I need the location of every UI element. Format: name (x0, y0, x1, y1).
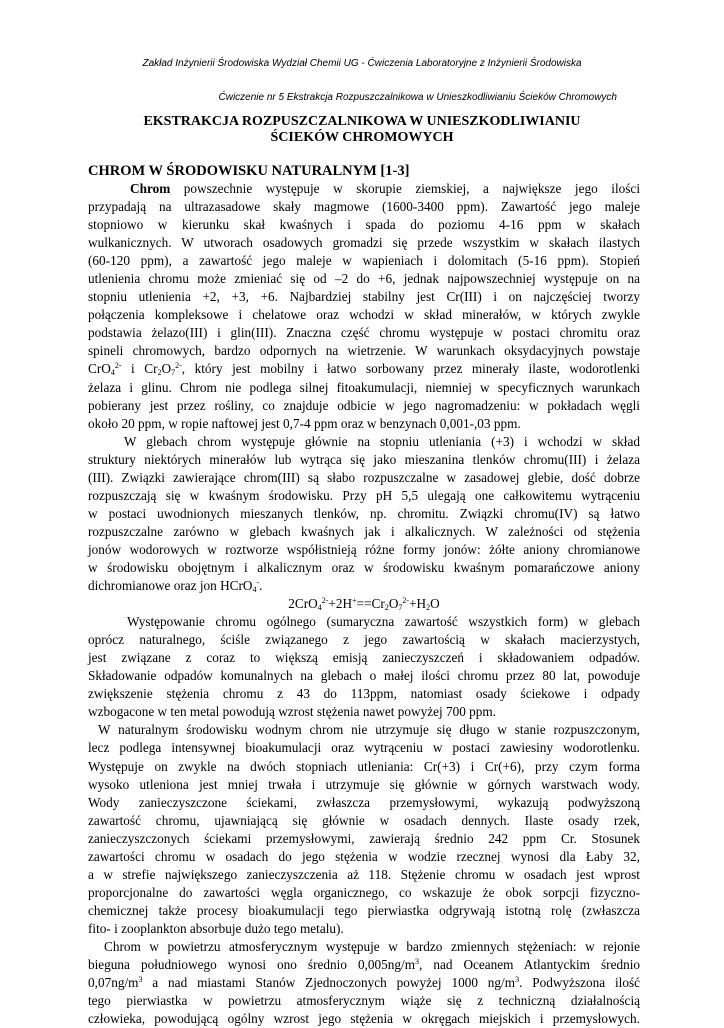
paragraph-chrom-total-soils: Występowanie chromu ogólnego (sumaryczna zawartość wszystkich form) w glebach oprócz naturalnego, ściśle związanego z jego zawartością w skałach macierzystych, jest związane z coraz to większą emisją zanieczyszczeń i składowaniem odpadów. Składowanie odpadów komunalnych na glebach o małej ilości chromu przez 80 lat, powoduje zwiększenie stężenia chromu z 43 do 113ppm, natomiast osady ściekowe i odpady wzbogacone w ten metal powodują wzrost stężenia nawet powyżej 700 ppm. (88, 614, 640, 720)
paragraph-chrom-in-water: W naturalnym środowisku wodnym chrom nie utrzymuje się długo w stanie rozpuszczonym, lecz podlega intensywnej bioakumulacji oraz wytrąceniu w postaci zawiesiny wodorotlenku. Występuje on zwykle na dwóch stopniach utleniania: Cr(+3) i Cr(+6), przy czym forma wysoko utleniona jest mniej trwała i utrzymuje się głównie w górnych warstwach wody. Wody zanieczyszczone ściekami, zwłaszcza przemysłowymi, wykazują podwyższoną zawartość chromu, ujawniającą się głównie w osadach dennych. Ilaste osady rzek, zanieczyszczonych ściekami przemysłowymi, zawierają średnio 242 ppm Cr. Stosunek zawartości chromu w osadach do jego stężenia w wodzie rzecznej wynosi dla Łaby 32, a w strefie największego zanieczyszczenia aż 118. Stężenie chromu w osadach jest wprost proporcjonalne do zawartości węgla organicznego, co wskazuje że obok sorpcji fizyczno- chemicznej także procesy bioakumulacji tego pierwiastka odgrywają istotną rolę (zwłaszcza fito- i zooplankton absorbuje dużo tego metalu). (88, 722, 640, 936)
paragraph-chrom-in-air: Chrom w powietrzu atmosferycznym występuje w bardzo zmiennych stężeniach: w rejonie bieguna południowego wynosi ono średnio $0,005ng/m^3$, nad Oceanem Atlantyckim średnio $0,07ng/m^3$ a nad miastami Stanów Zjednoczonych powyżej 1000 $ng/m^3$. Podwyższona ilość tego pierwiastka w powietrzu atmosferycznym wiąże się z techniczną działalnością człowieka, powodującą ogólny wzrost jego stężenia w okręgach miejskich i przemysłowych. (88, 938, 641, 1027)
term-chrom: Chrom (130, 181, 171, 196)
paragraph-chrom-in-rocks: Chrom powszechnie występuje w skorupie ziemskiej, a największe jego ilości przypadają na ultrazasadowe skały magmowe (1600-3400 ppm). Zawartość jego maleje stopniowo w kierunku skał kwaśnych i spada do poziomu 4-16 ppm w skałach wulkanicznych. W utworach osadowych gromadzi się przede wszystkim w skałach ilastych (60-120 ppm), a zawartość jego maleje w wapieniach i dolomitach (5-16 ppm). Stopień utlenienia chromu może zmieniać się od –2 do +6, jednak najpowszechniej występuje on na stopniu utlenienia +2, +3, +6. Najbardziej stabilny jest Cr(III) i on najczęściej tworzy połączenia kompleksowe i chelatowe oraz wchodzi w skład minerałów, w których zwykle podstawia żelazo(III) i glin(III). Znaczna część chromu występuje w postaci chromitu oraz spineli chromowych, bardzo odpornych na wietrzenie. W warunkach oksydacyjnych powstaje CrO$_4^{2-}$ i $Cr_2O_7^{2-}$, który jest mobilny i łatwo sorbowany przez minerały ilaste, wodorotlenki żelaza i glinu. Chrom nie podlega silnej fitoakumulacji, niemniej w specyficznych warunkach pobierany jest przez rośliny, co znajduje odbicie w jego nagromadzeniu: w pokładach węgli około 20 ppm, w ropie naftowej jest 0,7-4 ppm oraz w benzynach 0,001-,03 ppm. (88, 181, 640, 431)
chemical-equation: $2CrO_4^{2-}+2H^+==Cr_2O_7^{2-}+H_2O$ (288, 596, 440, 613)
chromate-formula-line: CrO$_4^{2-}$ i $Cr_2O_7^{2-}$, który jest mobilny i łatwo sorbowany przez minerały ilaste, wodorotlenki (88, 361, 640, 378)
section-heading: CHROM W ŚRODOWISKU NATURALNYM [1-3] (88, 163, 410, 179)
document-title-line-2: ŚCIEKÓW CHROMOWYCH (270, 130, 454, 145)
running-header-institution: Zakład Inżynierii Środowiska Wydział Chemii UG - Ćwiczenia Laboratoryjne z Inżynierii Środowiska (142, 58, 582, 69)
running-header-exercise: Ćwiczenie nr 5 Ekstrakcja Rozpuszczalnikowa w Unieszkodliwianiu Ścieków Chromowych (218, 92, 617, 103)
document-title-line-1: EKSTRAKCJA ROZPUSZCZALNIKOWA W UNIESZKODLIWIANIU (143, 114, 581, 129)
document-body (88, 180, 640, 1028)
paragraph-chrom-in-soils: W glebach chrom występuje głównie na stopniu utleniania (+3) i wchodzi w skład struktury niektórych minerałów lub wytrąca się jako mieszanina tlenków chromu(III) i żelaza (III). Związki zawierające chrom(III) są słabo rozpuszczalne w zasadowej glebie, dość dobrze rozpuszczają się w kwaśnym środowisku. Przy pH 5,5 ulegają one całkowitemu wytrąceniu w postaci uwodnionych mieszanych tlenków, np. chromitu. Związki chromu(IV) są łatwo rozpuszczalne zarówno w glebach kwaśnych jak i alkalicznych. W zależności od stężenia jonów wodorowych w roztworze współistnieją różne formy jonów: żółte aniony chromianowe w środowisku obojętnym i alkalicznym oraz w środowisku kwaśnym pomarańczowe aniony dichromianowe oraz jon HCrO$_4$-. (88, 433, 640, 595)
